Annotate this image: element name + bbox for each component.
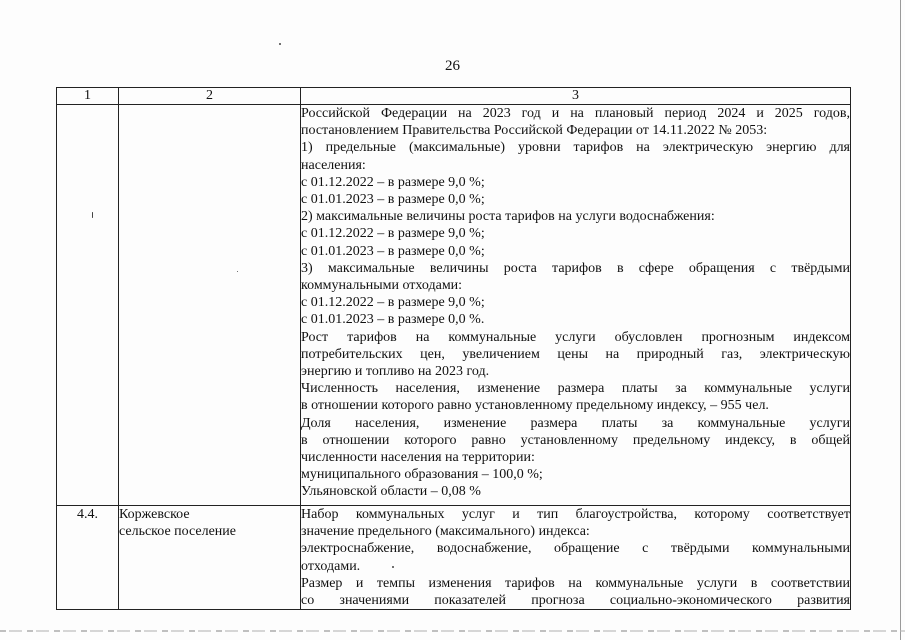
text-line: с 01.12.2022 – в размере 9,0 %; xyxy=(301,295,485,311)
description-cell xyxy=(301,105,851,506)
text-line: 3) максимальные величины роста тарифов в сфере обращения с твёрдыми xyxy=(301,260,850,276)
text-line: энергию и топливо на 2023 год. xyxy=(301,364,490,380)
text-line: 1) предельные (максимальные) уровни тарифов на электрическую энергию для xyxy=(301,140,850,156)
text-line: Набор коммунальных услуг и тип благоустройства, которому соответствует xyxy=(301,507,850,522)
text-line: Российской Федерации на 2023 год и на плановый период 2024 и 2025 годов, xyxy=(301,106,850,121)
text-line: с 01.01.2023 – в размере 0,0 %; xyxy=(301,243,485,259)
text-line: со значениями показателей прогноза социально-экономического развития xyxy=(301,593,850,609)
column-header: 2 xyxy=(119,88,301,105)
settlement-name-cell xyxy=(119,105,301,506)
scan-artifact-strip xyxy=(0,630,905,632)
page-edge xyxy=(900,0,901,640)
row-number-cell: 4.4. xyxy=(57,506,119,610)
page-number: 26 xyxy=(445,58,460,74)
text-line: населения: xyxy=(301,157,366,173)
text-line: 2) максимальные величины роста тарифов на услуги водоснабжения: xyxy=(301,209,715,225)
text-line: отходами. xyxy=(301,558,361,574)
text-line: Размер и темпы изменения тарифов на коммунальные услуги в соответствии xyxy=(301,575,850,591)
text-line: в отношении которого равно установленному предельному индексу, – 955 чел. xyxy=(301,398,769,414)
text-line: с 01.12.2022 – в размере 9,0 %; xyxy=(301,226,485,242)
description-cell xyxy=(301,506,851,610)
tariff-table xyxy=(56,87,851,610)
text-line: численности населения на территории: xyxy=(301,450,535,466)
column-header: 1 xyxy=(57,88,119,105)
text-line: с 01.01.2023 – в размере 0,0 %; xyxy=(301,192,485,208)
scan-speck xyxy=(279,43,281,45)
text-line: в отношении которого равно установленному предельному индексу, в общей xyxy=(301,432,850,448)
settlement-name-line: Коржевское xyxy=(119,507,190,522)
text-line: муниципального образования – 100,0 %; xyxy=(301,467,543,483)
settlement-name-line: сельское поселение xyxy=(119,524,236,540)
text-line: Ульяновской области – 0,08 % xyxy=(301,484,481,500)
text-line: значение предельного (максимального) индекса: xyxy=(301,524,590,540)
text-line: электроснабжение, водоснабжение, обращение с твёрдыми коммунальными xyxy=(301,541,850,557)
table-header-row xyxy=(57,88,851,105)
column-header: 3 xyxy=(301,88,851,105)
text-line: с 01.01.2023 – в размере 0,0 %. xyxy=(301,312,485,328)
text-line: коммунальными отходами: xyxy=(301,278,463,294)
row-number-cell xyxy=(57,105,119,506)
text-line: постановлением Правительства Российской Федерации от 14.11.2022 № 2053: xyxy=(301,123,768,139)
text-line: потребительских цен, увеличением цены на природный газ, электрическую xyxy=(301,346,850,362)
text-line: Рост тарифов на коммунальные услуги обусловлен прогнозным индексом xyxy=(301,329,850,345)
settlement-name-cell xyxy=(119,506,301,610)
table-row xyxy=(57,105,851,506)
text-line: Доля населения, изменение размера платы за коммунальные услуги xyxy=(301,415,850,431)
table-row xyxy=(57,506,851,610)
text-line: Численность населения, изменение размера платы за коммунальные услуги xyxy=(301,381,850,397)
text-line: с 01.12.2022 – в размере 9,0 %; xyxy=(301,174,485,190)
